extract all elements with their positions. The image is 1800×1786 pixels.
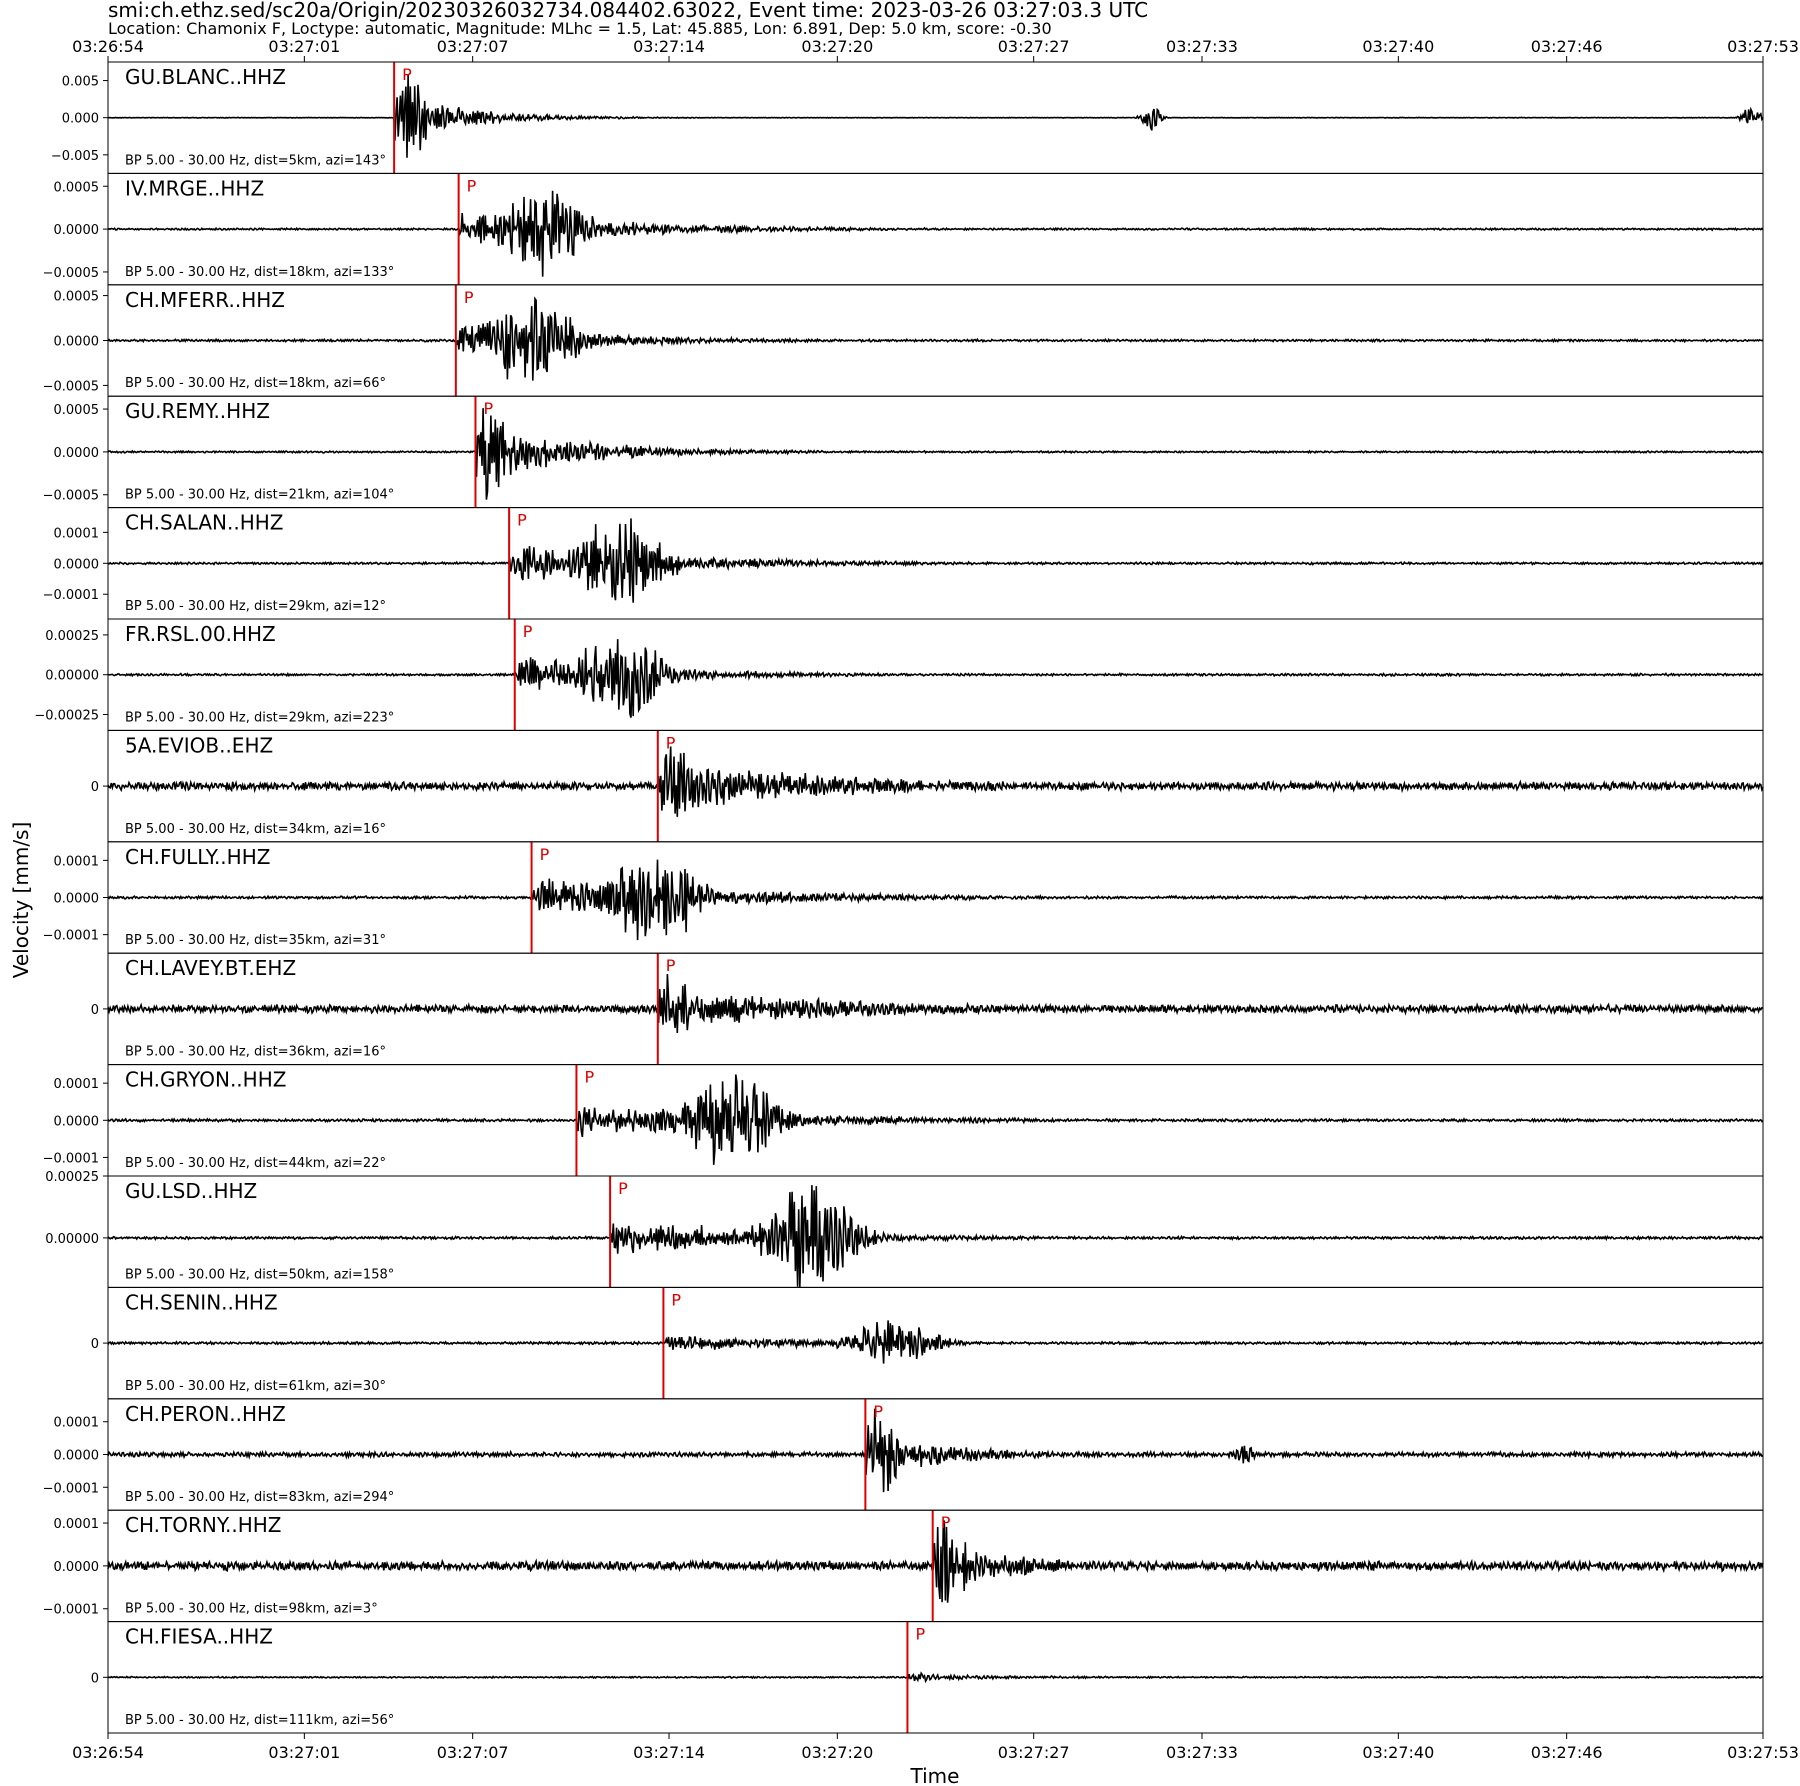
filter-info: BP 5.00 - 30.00 Hz, dist=34km, azi=16° [125,821,386,837]
filter-info: BP 5.00 - 30.00 Hz, dist=5km, azi=143° [125,153,386,169]
filter-info: BP 5.00 - 30.00 Hz, dist=29km, azi=223° [125,710,395,726]
y-tick-label: 0.0000 [53,557,99,573]
station-name: CH.PERON..HHZ [125,1401,286,1426]
y-tick-label: 0.0000 [53,334,99,350]
top-x-tick-label: 03:27:07 [436,37,509,56]
p-pick-label: P [402,65,412,84]
y-tick-label: 0.0000 [53,1559,99,1575]
p-pick-label: P [463,287,474,307]
top-x-tick-label: 03:27:46 [1530,37,1603,56]
y-tick-label: 0.00000 [45,1231,99,1247]
y-tick-label: 0.0005 [53,403,99,419]
filter-info: BP 5.00 - 30.00 Hz, dist=44km, azi=22° [125,1156,386,1171]
x-axis-label: Time [910,1764,960,1786]
y-tick-label: 0.0000 [53,1448,99,1464]
y-tick-label: −0.00025 [34,708,99,724]
station-name: GU.REMY..HHZ [125,399,270,424]
y-tick-label: 0.0001 [53,526,99,542]
filter-info: BP 5.00 - 30.00 Hz, dist=36km, azi=16° [125,1044,386,1060]
y-tick-label: −0.0005 [42,265,99,281]
bottom-x-tick-label: 03:27:20 [801,1743,874,1762]
filter-info: BP 5.00 - 30.00 Hz, dist=18km, azi=133° [125,264,395,280]
filter-info: BP 5.00 - 30.00 Hz, dist=35km, azi=31° [125,933,386,949]
bottom-x-tick-label: 03:27:40 [1362,1743,1435,1762]
top-x-tick-label: 03:26:54 [72,37,144,56]
top-x-tick-label: 03:27:53 [1727,37,1799,56]
station-name: CH.SENIN..HHZ [125,1290,278,1315]
figure-title: smi:ch.ethz.sed/sc20a/Origin/20230326032734.084402.63022, Event time: 2023-03-26 03:27:03.3 UTC [108,0,1149,22]
y-tick-label: 0 [90,1337,99,1353]
y-tick-label: 0.00000 [45,668,99,684]
p-pick-label: P [483,399,494,419]
y-tick-label: 0.0001 [53,1517,99,1533]
y-tick-label: 0.0005 [53,289,99,305]
y-tick-label: 0.005 [61,74,99,90]
p-pick-label: P [940,1513,951,1533]
top-x-tick-label: 03:27:01 [268,37,341,56]
station-name: CH.MFERR..HHZ [125,287,285,312]
y-tick-label: −0.0001 [42,928,99,944]
y-tick-label: 0.00025 [45,628,99,644]
filter-info: BP 5.00 - 30.00 Hz, dist=111km, azi=56° [125,1713,395,1728]
y-tick-label: −0.005 [50,148,99,164]
y-tick-label: −0.0001 [42,1151,99,1167]
p-pick-label: P [584,1067,595,1087]
y-tick-label: 0.0001 [53,1077,99,1093]
station-name: CH.TORNY..HHZ [125,1513,282,1538]
station-name: CH.GRYON..HHZ [125,1067,287,1092]
filter-info: BP 5.00 - 30.00 Hz, dist=83km, azi=294° [125,1490,395,1506]
bottom-x-tick-label: 03:27:27 [997,1743,1070,1762]
p-pick-label: P [517,510,527,530]
bottom-x-tick-label: 03:27:46 [1530,1743,1603,1762]
station-name: GU.BLANC..HHZ [125,65,286,89]
y-tick-label: −0.0005 [42,379,99,395]
y-tick-label: 0.0000 [53,445,99,461]
station-name: FR.RSL.00.HHZ [125,622,276,646]
p-pick-label: P [915,1624,926,1644]
station-name: CH.LAVEY.BT.EHZ [125,956,297,981]
filter-info: BP 5.00 - 30.00 Hz, dist=21km, azi=104° [125,487,395,503]
filter-info: BP 5.00 - 30.00 Hz, dist=98km, azi=3° [125,1601,378,1617]
bottom-x-tick-label: 03:27:07 [436,1743,509,1762]
bottom-x-tick-label: 03:27:53 [1727,1743,1799,1762]
station-name: GU.LSD..HHZ [125,1179,258,1203]
y-tick-label: 0.0005 [53,180,99,196]
y-tick-label: 0.00025 [45,1170,99,1185]
y-tick-label: 0.0001 [53,854,99,870]
p-pick-label: P [618,1179,628,1198]
y-tick-label: 0.0000 [53,891,99,907]
bottom-x-tick-label: 03:27:33 [1166,1743,1238,1762]
p-pick-label: P [522,622,533,641]
top-x-tick-label: 03:27:40 [1362,37,1435,56]
y-tick-label: 0 [90,1671,99,1687]
figure-subtitle: Location: Chamonix F, Loctype: automatic, Magnitude: MLhc = 1.5, Lat: 45.885, Lon: 6.891, Dep: 5.0 km, score: -0.30 [108,19,1052,38]
top-x-tick-label: 03:27:20 [801,37,874,56]
y-axis-label: Velocity [mm/s] [9,821,33,979]
y-tick-label: 0.0001 [53,1415,99,1431]
filter-info: BP 5.00 - 30.00 Hz, dist=18km, azi=66° [125,376,386,392]
p-pick-label: P [665,733,676,753]
bottom-x-tick-label: 03:27:14 [633,1743,705,1762]
station-name: CH.FULLY..HHZ [125,844,271,869]
station-name: IV.MRGE..HHZ [125,176,265,201]
y-tick-label: 0.000 [61,111,99,127]
filter-info: BP 5.00 - 30.00 Hz, dist=50km, azi=158° [125,1267,395,1283]
y-tick-label: −0.0001 [42,1602,99,1618]
y-tick-label: 0.0000 [53,1114,99,1130]
p-pick-label: P [539,844,550,864]
top-x-tick-label: 03:27:27 [997,37,1070,56]
y-tick-label: 0 [90,780,99,796]
y-tick-label: −0.0001 [42,1481,99,1497]
p-pick-label: P [671,1290,682,1310]
y-tick-label: −0.0005 [42,488,99,504]
p-pick-label: P [665,956,676,976]
filter-info: BP 5.00 - 30.00 Hz, dist=29km, azi=12° [125,599,386,614]
bottom-x-tick-label: 03:27:01 [268,1743,341,1762]
station-name: 5A.EVIOB..EHZ [125,733,274,758]
station-name: CH.SALAN..HHZ [125,510,284,535]
y-tick-label: 0.0000 [53,223,99,239]
p-pick-label: P [466,176,477,196]
top-x-tick-label: 03:27:33 [1166,37,1238,56]
p-pick-label: P [873,1401,884,1421]
y-tick-label: 0 [90,1002,99,1018]
y-tick-label: −0.0001 [42,588,99,604]
top-x-tick-label: 03:27:14 [633,37,705,56]
bottom-x-tick-label: 03:26:54 [72,1743,144,1762]
filter-info: BP 5.00 - 30.00 Hz, dist=61km, azi=30° [125,1378,386,1394]
station-name: CH.FIESA..HHZ [125,1624,273,1649]
